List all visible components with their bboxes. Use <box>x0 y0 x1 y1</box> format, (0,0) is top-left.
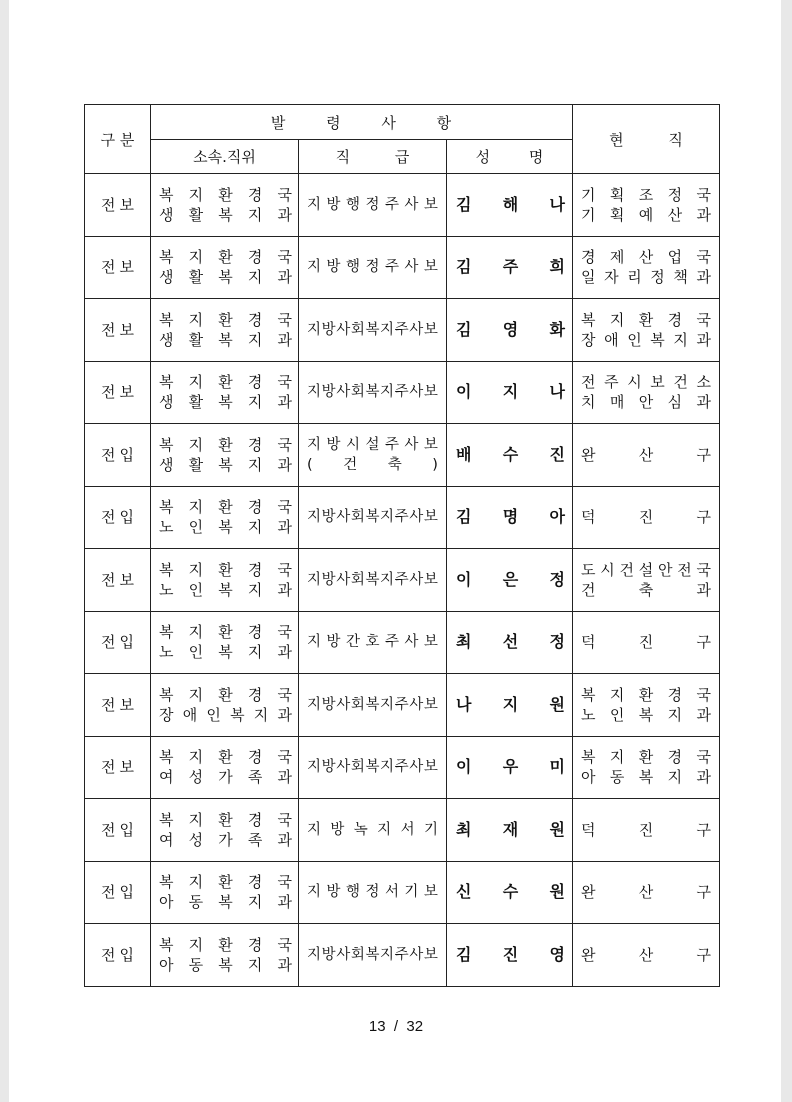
table-row <box>85 299 720 362</box>
cell-current-post <box>573 424 720 487</box>
table-row <box>85 486 720 549</box>
table-row <box>85 924 720 987</box>
cell-rank <box>299 736 447 799</box>
cell-current-post-line: 전 주 시 보 건 소 <box>581 373 711 392</box>
cell-current-post <box>573 924 720 987</box>
cell-dept-position-line: 복 지 환 경 국 <box>159 560 292 579</box>
cell-category <box>85 424 151 487</box>
cell-current-post-line: 덕 진 구 <box>581 508 712 527</box>
cell-rank-line: 지 방 사 회 복 지 주 사 보 <box>307 321 438 338</box>
cell-current-post-line: 기 획 조 정 국 <box>581 185 712 204</box>
cell-name-text: 이 지 나 <box>456 382 565 402</box>
cell-category-text: 전 입 <box>101 883 134 902</box>
cell-dept-position-line: 아 동 복 지 과 <box>159 893 292 912</box>
cell-rank-line: 지 방 사 회 복 지 주 사 보 <box>307 946 438 963</box>
cell-current-post <box>573 299 720 362</box>
cell-dept-position <box>151 486 299 549</box>
table-row <box>85 674 720 737</box>
page-indicator: 13 / 32 <box>368 1018 424 1035</box>
cell-category-text: 전 보 <box>101 383 134 402</box>
cell-current-post <box>573 486 720 549</box>
table-body <box>85 174 720 987</box>
cell-rank <box>299 299 447 362</box>
cell-dept-position-line: 생 활 복 지 과 <box>159 455 292 474</box>
cell-category-text: 전 보 <box>101 695 134 714</box>
cell-dept-position-line: 생 활 복 지 과 <box>159 330 292 349</box>
cell-name-text: 최 재 원 <box>456 819 565 839</box>
cell-category <box>85 736 151 799</box>
cell-category <box>85 924 151 987</box>
cell-dept-position-line: 복 지 환 경 국 <box>159 935 292 954</box>
cell-rank-line: 지 방 행 정 주 사 보 <box>307 259 438 276</box>
cell-rank <box>299 674 447 737</box>
header-current-post <box>573 105 720 174</box>
cell-current-post-line: 치 매 안 심 과 <box>581 393 712 412</box>
cell-current-post <box>573 861 720 924</box>
cell-current-post <box>573 611 720 674</box>
cell-name-text: 이 은 정 <box>456 569 565 589</box>
cell-current-post-line: 일 자 리 정 책 과 <box>581 268 711 287</box>
cell-rank <box>299 549 447 612</box>
cell-category-text: 전 보 <box>101 195 134 214</box>
cell-category-text: 전 보 <box>101 320 134 339</box>
header-order-details <box>151 105 573 140</box>
cell-dept-position-line: 생 활 복 지 과 <box>159 205 292 224</box>
cell-category-text: 전 보 <box>101 758 134 777</box>
cell-dept-position-line: 노 인 복 지 과 <box>159 580 292 599</box>
cell-dept-position <box>151 611 299 674</box>
cell-name-text: 김 영 화 <box>456 319 565 339</box>
cell-rank-line: 지 방 사 회 복 지 주 사 보 <box>307 509 438 526</box>
cell-current-post-line: 복 지 환 경 국 <box>581 748 712 767</box>
cell-name-text: 최 선 정 <box>456 632 565 652</box>
cell-rank-line: 지 방 사 회 복 지 주 사 보 <box>307 571 438 588</box>
cell-dept-position-line: 복 지 환 경 국 <box>159 498 292 517</box>
cell-current-post-line: 완 산 구 <box>581 883 712 902</box>
cell-rank-line: 지 방 시 설 주 사 보 <box>307 436 438 453</box>
cell-dept-position-line: 복 지 환 경 국 <box>159 435 292 454</box>
cell-current-post-line: 완 산 구 <box>581 445 712 464</box>
cell-rank-line: 지 방 사 회 복 지 주 사 보 <box>307 384 438 401</box>
cell-category-text: 전 입 <box>101 633 134 652</box>
cell-name-text: 배 수 진 <box>456 444 565 464</box>
cell-dept-position <box>151 174 299 237</box>
header-name <box>447 140 573 174</box>
cell-category-text: 전 입 <box>101 945 134 964</box>
cell-current-post-line: 기 획 예 산 과 <box>581 205 712 224</box>
cell-dept-position-line: 복 지 환 경 국 <box>159 373 292 392</box>
cell-rank <box>299 924 447 987</box>
cell-name-text: 김 해 나 <box>456 194 565 214</box>
cell-dept-position <box>151 799 299 862</box>
cell-category-text: 전 보 <box>101 258 134 277</box>
cell-current-post-line: 건 축 과 <box>581 580 712 599</box>
cell-dept-position-line: 생 활 복 지 과 <box>159 268 292 287</box>
cell-current-post-line: 장 애 인 복 지 과 <box>581 330 711 349</box>
cell-rank <box>299 486 447 549</box>
cell-category <box>85 486 151 549</box>
cell-dept-position-line: 노 인 복 지 과 <box>159 518 292 537</box>
table-row <box>85 736 720 799</box>
cell-category <box>85 611 151 674</box>
cell-rank <box>299 236 447 299</box>
cell-current-post-line: 노 인 복 지 과 <box>581 705 712 724</box>
cell-rank-line: 지 방 사 회 복 지 주 사 보 <box>307 696 438 713</box>
header-order-details-text: 발 령 사 항 <box>270 113 453 132</box>
table-row <box>85 861 720 924</box>
cell-dept-position-line: 생 활 복 지 과 <box>159 393 292 412</box>
cell-dept-position <box>151 299 299 362</box>
cell-rank <box>299 424 447 487</box>
cell-name <box>447 674 573 737</box>
cell-category <box>85 236 151 299</box>
cell-dept-position <box>151 924 299 987</box>
personnel-order-table <box>84 104 720 987</box>
cell-dept-position-line: 복 지 환 경 국 <box>159 748 292 767</box>
cell-name <box>447 361 573 424</box>
cell-current-post <box>573 174 720 237</box>
cell-name-text: 김 명 아 <box>456 507 565 527</box>
header-rank-text: 직 급 <box>335 148 410 166</box>
cell-rank <box>299 174 447 237</box>
cell-name <box>447 424 573 487</box>
cell-name <box>447 861 573 924</box>
cell-current-post-line: 복 지 환 경 국 <box>581 685 712 704</box>
table-row <box>85 424 720 487</box>
cell-dept-position <box>151 236 299 299</box>
table-row <box>85 611 720 674</box>
cell-current-post-line: 복 지 환 경 국 <box>581 310 712 329</box>
cell-current-post-line: 덕 진 구 <box>581 633 712 652</box>
cell-current-post-line: 덕 진 구 <box>581 820 712 839</box>
cell-category <box>85 299 151 362</box>
cell-name-text: 김 주 희 <box>456 257 565 277</box>
cell-rank-line: 지 방 행 정 서 기 보 <box>307 884 438 901</box>
header-name-text: 성 명 <box>475 148 544 166</box>
cell-name <box>447 736 573 799</box>
cell-dept-position <box>151 424 299 487</box>
cell-dept-position <box>151 549 299 612</box>
cell-current-post <box>573 236 720 299</box>
cell-name-text: 김 진 영 <box>456 944 565 964</box>
header-current-post-text: 현 직 <box>609 130 683 149</box>
cell-rank <box>299 799 447 862</box>
cell-current-post <box>573 549 720 612</box>
cell-dept-position-line: 복 지 환 경 국 <box>159 685 292 704</box>
cell-dept-position-line: 아 동 복 지 과 <box>159 955 292 974</box>
cell-dept-position-line: 여 성 가 족 과 <box>159 830 292 849</box>
cell-dept-position-line: 복 지 환 경 국 <box>159 873 292 892</box>
cell-category <box>85 361 151 424</box>
cell-dept-position-line: 복 지 환 경 국 <box>159 310 292 329</box>
cell-rank-line: 지 방 사 회 복 지 주 사 보 <box>307 759 438 776</box>
cell-current-post <box>573 674 720 737</box>
cell-dept-position <box>151 361 299 424</box>
cell-category <box>85 861 151 924</box>
cell-category-text: 전 입 <box>101 508 134 527</box>
header-rank <box>299 140 447 174</box>
cell-dept-position-line: 복 지 환 경 국 <box>159 248 292 267</box>
cell-name <box>447 611 573 674</box>
cell-rank-line: 지 방 녹 지 서 기 <box>307 821 438 838</box>
cell-current-post-line: 완 산 구 <box>581 945 712 964</box>
cell-dept-position <box>151 861 299 924</box>
cell-name-text: 나 지 원 <box>456 694 565 714</box>
cell-dept-position <box>151 736 299 799</box>
cell-rank-line: 지 방 행 정 주 사 보 <box>307 196 438 213</box>
cell-current-post <box>573 736 720 799</box>
cell-rank <box>299 361 447 424</box>
header-dept-position: 소속.직위 <box>151 140 299 174</box>
cell-rank <box>299 861 447 924</box>
table-row <box>85 549 720 612</box>
cell-name-text: 신 수 원 <box>456 882 565 902</box>
header-category: 구 분 <box>85 105 151 174</box>
cell-current-post <box>573 361 720 424</box>
cell-name <box>447 236 573 299</box>
cell-rank <box>299 611 447 674</box>
cell-dept-position-line: 복 지 환 경 국 <box>159 185 292 204</box>
table-row <box>85 361 720 424</box>
cell-name <box>447 299 573 362</box>
table-row <box>85 236 720 299</box>
cell-dept-position-line: 복 지 환 경 국 <box>159 810 292 829</box>
table-row <box>85 799 720 862</box>
cell-current-post <box>573 799 720 862</box>
cell-category-text: 전 입 <box>101 820 134 839</box>
cell-category-text: 전 보 <box>101 570 134 589</box>
cell-name <box>447 486 573 549</box>
cell-dept-position-line: 복 지 환 경 국 <box>159 623 292 642</box>
cell-dept-position-line: 여 성 가 족 과 <box>159 768 292 787</box>
cell-current-post-line: 도 시 건 설 안 전 국 <box>581 560 712 579</box>
table-row <box>85 174 720 237</box>
cell-rank-line: ( 건 축 ) <box>307 456 438 473</box>
cell-category <box>85 799 151 862</box>
cell-category <box>85 549 151 612</box>
cell-current-post-line: 경 제 산 업 국 <box>581 248 712 267</box>
cell-rank-line: 지 방 간 호 주 사 보 <box>307 634 438 651</box>
cell-name-text: 이 우 미 <box>456 757 565 777</box>
cell-name <box>447 924 573 987</box>
cell-category <box>85 174 151 237</box>
cell-name <box>447 799 573 862</box>
cell-dept-position-line: 장 애 인 복 지 과 <box>159 705 292 724</box>
cell-dept-position <box>151 674 299 737</box>
cell-category <box>85 674 151 737</box>
cell-name <box>447 549 573 612</box>
cell-name <box>447 174 573 237</box>
cell-category-text: 전 입 <box>101 445 134 464</box>
cell-current-post-line: 아 동 복 지 과 <box>581 768 712 787</box>
cell-dept-position-line: 노 인 복 지 과 <box>159 643 292 662</box>
